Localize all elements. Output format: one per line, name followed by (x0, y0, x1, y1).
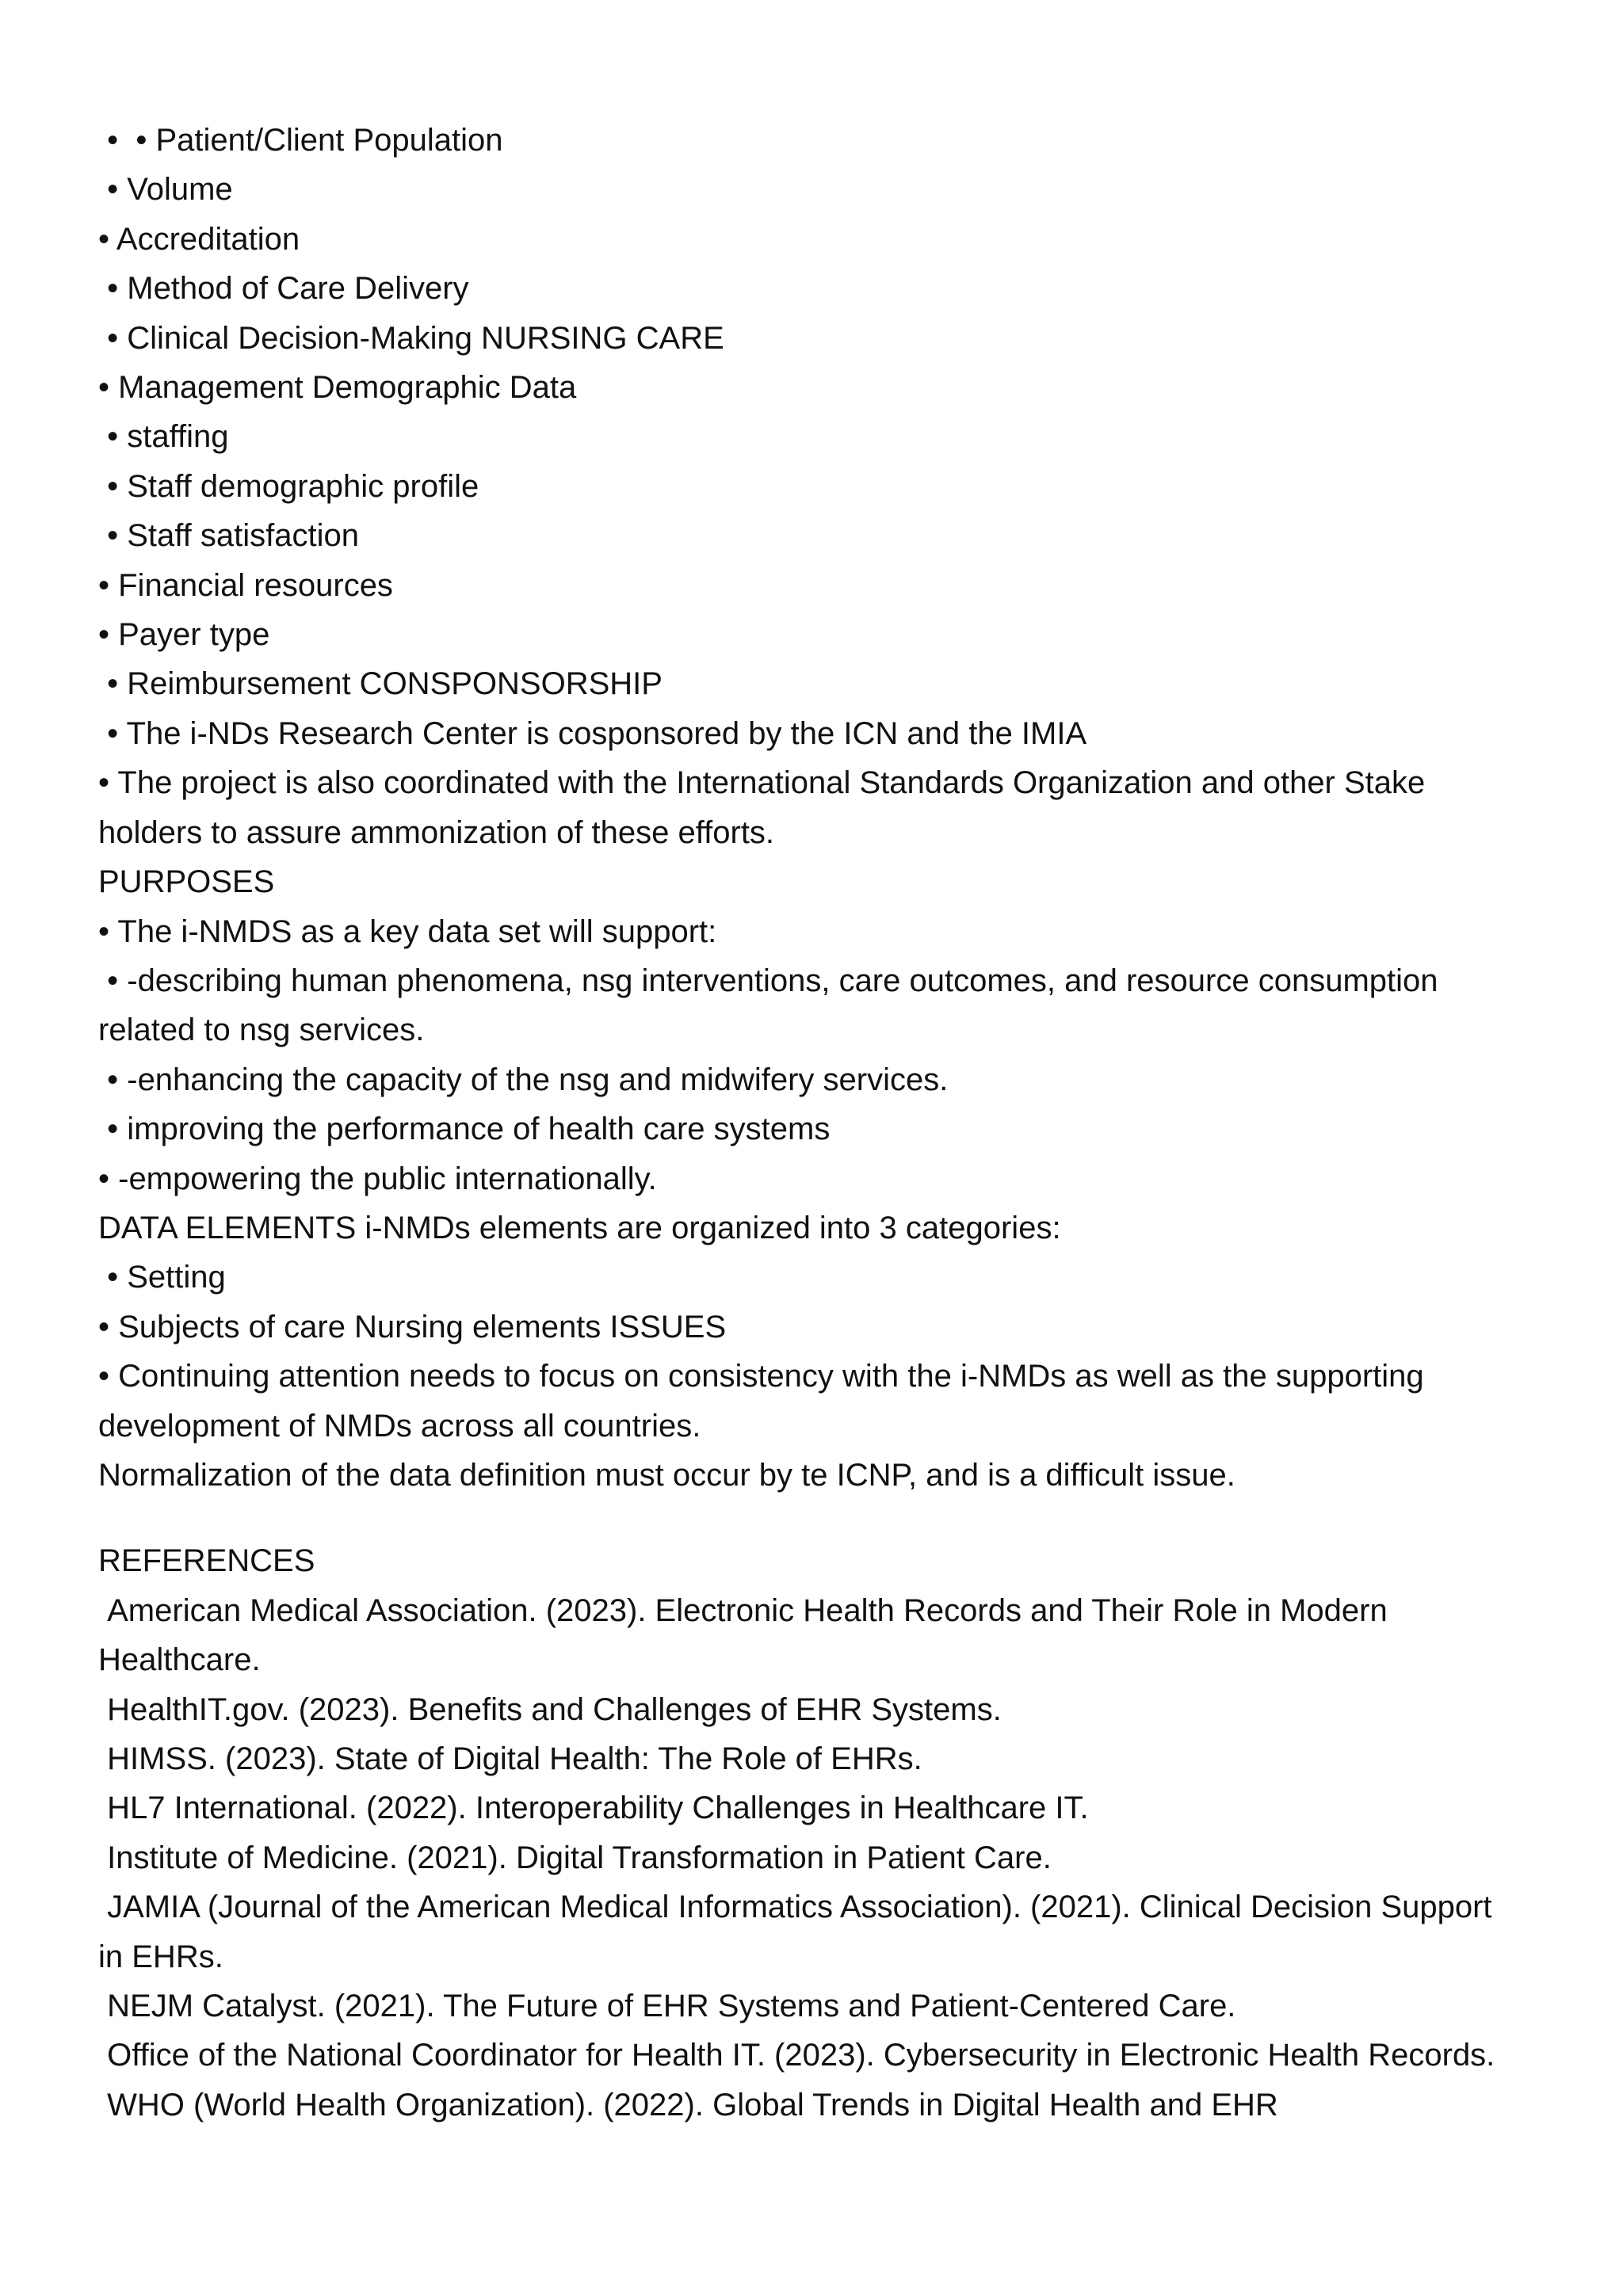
section-heading-purposes: PURPOSES (98, 864, 275, 900)
text-line: • Setting (98, 1260, 226, 1295)
text-line: • Payer type (98, 617, 270, 653)
reference-entry: American Medical Association. (2023). Electronic Health Records and Their Role in Modern Healthcare. (98, 1592, 1396, 1678)
text-line: • • Patient/Client Population (98, 123, 503, 158)
text-line: • -enhancing the capacity of the nsg and midwifery services. (98, 1062, 949, 1097)
text-line: • The project is also coordinated with the International Standards Organization and other Stake holders to assure ammonization of these efforts. (98, 765, 1434, 850)
text-line: • improving the performance of health care systems (98, 1112, 831, 1147)
text-line: • Reimbursement CONSPONSORSHIP (98, 666, 663, 702)
text-line: • Accreditation (98, 221, 300, 257)
reference-entry: WHO (World Health Organization). (2022). Global Trends in Digital Health and EHR (98, 2087, 1278, 2122)
text-line: • The i-NDs Research Center is cosponsored by the ICN and the IMIA (98, 715, 1087, 751)
reference-entry: Institute of Medicine. (2021). Digital Transformation in Patient Care. (98, 1840, 1052, 1875)
text-line: • Clinical Decision-Making NURSING CARE (98, 320, 724, 356)
paragraph-gap (98, 1500, 1517, 1536)
text-line: • Subjects of care Nursing elements ISSUES (98, 1309, 727, 1344)
text-line: • Volume (98, 172, 233, 208)
reference-entry: HIMSS. (2023). State of Digital Health: The Role of EHRs. (98, 1741, 922, 1776)
text-line: • Staff satisfaction (98, 518, 359, 554)
reference-entry: JAMIA (Journal of the American Medical Informatics Association). (2021). Clinical Decision Support in EHRs. (98, 1890, 1501, 1974)
text-line: • Method of Care Delivery (98, 271, 469, 307)
text-line: Normalization of the data definition must occur by te ICNP, and is a difficult issue. (98, 1457, 1235, 1493)
text-line: • staffing (98, 419, 229, 455)
text-line: • Financial resources (98, 567, 393, 603)
references-heading: REFERENCES (98, 1543, 315, 1579)
text-line: • Continuing attention needs to focus on consistency with the i-NMDs as well as the supporting development of NMDs across all countries. (98, 1359, 1433, 1444)
reference-entry: HL7 International. (2022). Interoperability Challenges in Healthcare IT. (98, 1791, 1089, 1826)
text-line: • -empowering the public internationally. (98, 1161, 657, 1196)
reference-entry: HealthIT.gov. (2023). Benefits and Challenges of EHR Systems. (98, 1691, 1002, 1727)
section-heading-data-elements: DATA ELEMENTS i-NMDs elements are organized into 3 categories: (98, 1210, 1061, 1245)
text-line: • Staff demographic profile (98, 468, 479, 504)
reference-entry: NEJM Catalyst. (2021). The Future of EHR Systems and Patient-Centered Care. (98, 1989, 1236, 2024)
text-line: • Management Demographic Data (98, 370, 577, 406)
reference-entry: Office of the National Coordinator for Health IT. (2023). Cybersecurity in Electronic Health Records. (98, 2038, 1495, 2073)
text-line: • -describing human phenomena, nsg interventions, care outcomes, and resource consumption related to nsg services. (98, 963, 1447, 1048)
text-line: • The i-NMDS as a key data set will support: (98, 913, 717, 949)
document-body (98, 116, 1517, 2130)
